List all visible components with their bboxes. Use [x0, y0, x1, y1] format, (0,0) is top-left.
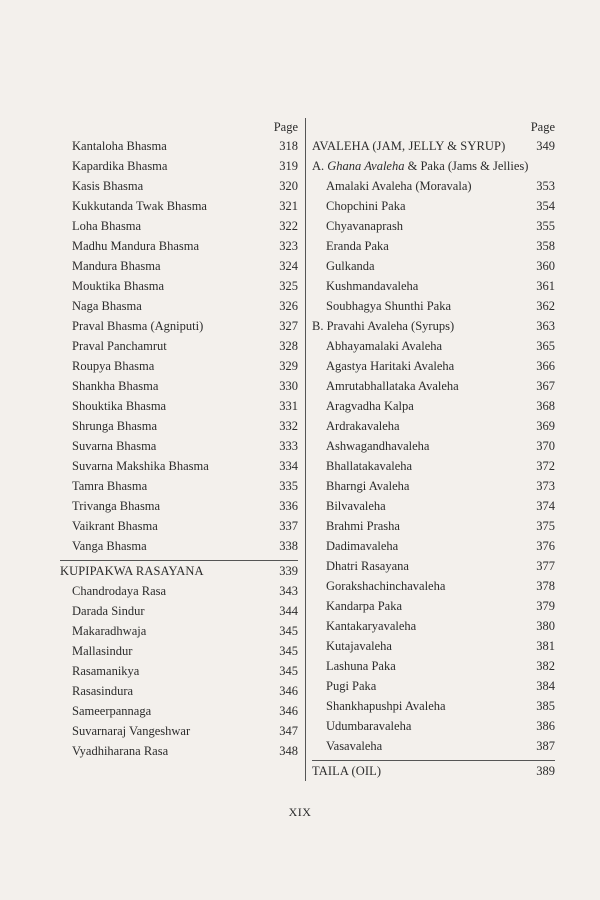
- toc-entry-title: Tamra Bhasma: [72, 479, 148, 493]
- toc-entry-title: Makaradhwaja: [72, 624, 147, 638]
- toc-entry-title: Amrutabhallataka Avaleha: [326, 379, 459, 393]
- toc-entry-title: Pugi Paka: [326, 679, 377, 693]
- toc-entry: [60, 436, 298, 456]
- toc-entry-page-number: 329: [279, 359, 298, 373]
- toc-entry-page-number: 346: [279, 704, 298, 718]
- toc-entry-page-number: 368: [536, 399, 555, 413]
- toc-entry-title: Gulkanda: [326, 259, 375, 273]
- toc-left-column: [60, 118, 298, 761]
- toc-entry: [60, 581, 298, 601]
- toc-entry-title: A. Ghana Avaleha & Paka (Jams & Jellies): [312, 159, 529, 173]
- toc-entry-page-number: 345: [279, 624, 298, 638]
- toc-entry: [60, 356, 298, 376]
- toc-entry-title: Abhayamalaki Avaleha: [326, 339, 443, 353]
- toc-entry-page-number: 358: [536, 239, 555, 253]
- toc-entry-page-number: 369: [536, 419, 555, 433]
- toc-entry-title: KUPIPAKWA RASAYANA: [60, 564, 204, 578]
- toc-entry: [312, 676, 555, 696]
- toc-entry: [60, 136, 298, 156]
- toc-entry-title: Suvarnaraj Vangeshwar: [72, 724, 191, 738]
- toc-entry: [60, 476, 298, 496]
- toc-entry: [60, 156, 298, 176]
- toc-entry-page-number: 336: [279, 499, 298, 513]
- toc-entry-title: Loha Bhasma: [72, 219, 142, 233]
- toc-entry-page-number: 327: [279, 319, 298, 333]
- toc-entry: [60, 721, 298, 741]
- toc-entry: [312, 616, 555, 636]
- toc-entry-title: Soubhagya Shunthi Paka: [326, 299, 451, 313]
- toc-entry-title: Agastya Haritaki Avaleha: [326, 359, 455, 373]
- toc-right-list: [312, 136, 555, 781]
- toc-entry: [60, 621, 298, 641]
- toc-entry-title: Ashwagandhavaleha: [326, 439, 430, 453]
- toc-entry-title: Shrunga Bhasma: [72, 419, 158, 433]
- page-column-header: Page: [530, 120, 555, 134]
- toc-entry-title: Amalaki Avaleha (Moravala): [326, 179, 472, 193]
- toc-entry-title: Kasis Bhasma: [72, 179, 144, 193]
- toc-entry-page-number: 338: [279, 539, 298, 553]
- toc-subsection-heading: [312, 316, 555, 336]
- toc-entry-title: Chandrodaya Rasa: [72, 584, 167, 598]
- toc-entry-page-number: 387: [536, 739, 555, 753]
- toc-entry-title: Vaikrant Bhasma: [72, 519, 158, 533]
- toc-entry: [60, 701, 298, 721]
- toc-entry: [312, 596, 555, 616]
- toc-entry: [312, 496, 555, 516]
- toc-entry-title: Mandura Bhasma: [72, 259, 161, 273]
- toc-entry-page-number: 353: [536, 179, 555, 193]
- toc-entry-title: Suvarna Bhasma: [72, 439, 157, 453]
- toc-entry: [60, 296, 298, 316]
- toc-entry-page-number: 325: [279, 279, 298, 293]
- toc-entry-page-number: 384: [536, 679, 555, 693]
- toc-entry-title: Kutajavaleha: [326, 639, 392, 653]
- toc-entry: [312, 716, 555, 736]
- toc-entry-title: Gorakshachinchavaleha: [326, 579, 446, 593]
- toc-entry-title: Aragvadha Kalpa: [326, 399, 414, 413]
- toc-entry-title: Kantaloha Bhasma: [72, 139, 167, 153]
- toc-entry-page-number: 328: [279, 339, 298, 353]
- toc-entry-page-number: 344: [279, 604, 298, 618]
- toc-entry-title: Vyadhiharana Rasa: [72, 744, 169, 758]
- toc-entry: [60, 336, 298, 356]
- toc-entry: [60, 376, 298, 396]
- toc-entry-page-number: 330: [279, 379, 298, 393]
- toc-entry-title: Mouktika Bhasma: [72, 279, 165, 293]
- toc-entry-page-number: 377: [536, 559, 555, 573]
- toc-entry-page-number: 339: [279, 564, 298, 578]
- toc-entry-page-number: 354: [536, 199, 555, 213]
- toc-entry-page-number: 367: [536, 379, 555, 393]
- toc-entry: [60, 236, 298, 256]
- toc-entry: [60, 681, 298, 701]
- toc-entry-page-number: 389: [536, 764, 555, 778]
- toc-entry-page-number: 355: [536, 219, 555, 233]
- toc-entry-page-number: 346: [279, 684, 298, 698]
- toc-entry: [60, 256, 298, 276]
- toc-entry-page-number: 320: [279, 179, 298, 193]
- toc-entry-page-number: 361: [536, 279, 555, 293]
- toc-entry: [60, 196, 298, 216]
- toc-entry-page-number: 335: [279, 479, 298, 493]
- toc-entry-title: Brahmi Prasha: [326, 519, 400, 533]
- toc-entry-title: Trivanga Bhasma: [72, 499, 161, 513]
- toc-entry-title: Shouktika Bhasma: [72, 399, 167, 413]
- toc-entry-page-number: 347: [279, 724, 298, 738]
- toc-section-heading: [60, 560, 298, 581]
- toc-entry-title: Madhu Mandura Bhasma: [72, 239, 200, 253]
- toc-entry-title: Shankhapushpi Avaleha: [326, 699, 446, 713]
- toc-entry: [312, 236, 555, 256]
- toc-entry-title: Praval Bhasma (Agniputi): [72, 319, 204, 333]
- toc-entry-page-number: 333: [279, 439, 298, 453]
- toc-entry-page-number: 334: [279, 459, 298, 473]
- toc-entry-title: Kushmandavaleha: [326, 279, 419, 293]
- toc-entry-page-number: 365: [536, 339, 555, 353]
- toc-entry-page-number: 381: [536, 639, 555, 653]
- toc-entry: [312, 476, 555, 496]
- toc-entry-title: Eranda Paka: [326, 239, 389, 253]
- toc-entry: [312, 636, 555, 656]
- toc-entry-title: Chyavanaprash: [326, 219, 404, 233]
- toc-entry-title: Naga Bhasma: [72, 299, 142, 313]
- toc-entry-title: Roupya Bhasma: [72, 359, 155, 373]
- toc-entry-title: Bharngi Avaleha: [326, 479, 410, 493]
- toc-entry-page-number: 378: [536, 579, 555, 593]
- toc-entry: [312, 656, 555, 676]
- toc-entry-title: AVALEHA (JAM, JELLY & SYRUP): [312, 139, 506, 153]
- toc-entry-page-number: 360: [536, 259, 555, 273]
- toc-entry: [312, 696, 555, 716]
- toc-entry-title: Chopchini Paka: [326, 199, 406, 213]
- toc-entry: [312, 576, 555, 596]
- toc-section-heading: [312, 760, 555, 781]
- toc-entry-page-number: 324: [279, 259, 298, 273]
- toc-entry-page-number: 318: [279, 139, 298, 153]
- toc-entry-page-number: 373: [536, 479, 555, 493]
- toc-entry: [60, 316, 298, 336]
- toc-entry-title: Lashuna Paka: [326, 659, 396, 673]
- toc-entry: [60, 516, 298, 536]
- toc-left-list: [60, 136, 298, 761]
- toc-entry: [312, 196, 555, 216]
- toc-entry: [312, 736, 555, 756]
- toc-entry-title: Vanga Bhasma: [72, 539, 147, 553]
- toc-entry: [60, 536, 298, 556]
- toc-entry-page-number: 386: [536, 719, 555, 733]
- toc-entry-title: Udumbaravaleha: [326, 719, 412, 733]
- toc-entry-page-number: 337: [279, 519, 298, 533]
- toc-entry: [312, 536, 555, 556]
- toc-entry: [60, 496, 298, 516]
- toc-entry: [312, 436, 555, 456]
- toc-entry: [312, 416, 555, 436]
- toc-entry: [60, 741, 298, 761]
- toc-entry-title: Bhallatakavaleha: [326, 459, 413, 473]
- toc-entry: [312, 336, 555, 356]
- toc-entry-page-number: 349: [536, 139, 555, 153]
- toc-entry-title: Sameerpannaga: [72, 704, 152, 718]
- toc-entry-title: TAILA (OIL): [312, 764, 382, 778]
- toc-entry-page-number: 323: [279, 239, 298, 253]
- toc-section-heading: [312, 136, 555, 156]
- toc-entry-page-number: 326: [279, 299, 298, 313]
- toc-entry: [312, 216, 555, 236]
- toc-entry-page-number: 382: [536, 659, 555, 673]
- toc-entry-title: Kantakaryavaleha: [326, 619, 417, 633]
- toc-entry: [60, 276, 298, 296]
- toc-entry-page-number: 370: [536, 439, 555, 453]
- toc-entry: [60, 416, 298, 436]
- toc-entry-page-number: 363: [536, 319, 555, 333]
- toc-entry: [312, 176, 555, 196]
- toc-entry: [60, 176, 298, 196]
- toc-entry-title: B. Pravahi Avaleha (Syrups): [312, 319, 455, 333]
- toc-entry: [312, 296, 555, 316]
- toc-entry-page-number: 348: [279, 744, 298, 758]
- toc-entry: [312, 456, 555, 476]
- toc-entry: [312, 376, 555, 396]
- toc-entry-page-number: 366: [536, 359, 555, 373]
- toc-entry: [60, 216, 298, 236]
- toc-entry-title: Kandarpa Paka: [326, 599, 403, 613]
- toc-entry-page-number: 332: [279, 419, 298, 433]
- toc-entry-title: Ardrakavaleha: [326, 419, 400, 433]
- toc-entry-title: Suvarna Makshika Bhasma: [72, 459, 209, 473]
- toc-entry-page-number: 362: [536, 299, 555, 313]
- toc-subsection-heading: [312, 156, 555, 176]
- toc-entry: [60, 661, 298, 681]
- toc-entry-page-number: 331: [279, 399, 298, 413]
- toc-entry: [312, 256, 555, 276]
- toc-entry-title: Darada Sindur: [72, 604, 145, 618]
- toc-entry-page-number: 375: [536, 519, 555, 533]
- toc-entry: [312, 276, 555, 296]
- toc-entry-page-number: 345: [279, 664, 298, 678]
- toc-entry-page-number: 319: [279, 159, 298, 173]
- toc-entry: [60, 601, 298, 621]
- toc-entry-page-number: 345: [279, 644, 298, 658]
- toc-entry-title: Bilvavaleha: [326, 499, 386, 513]
- toc-entry-title: Praval Panchamrut: [72, 339, 167, 353]
- toc-entry-page-number: 374: [536, 499, 555, 513]
- toc-entry-page-number: 376: [536, 539, 555, 553]
- toc-entry-title: Kukkutanda Twak Bhasma: [72, 199, 207, 213]
- toc-entry: [60, 641, 298, 661]
- toc-entry: [60, 396, 298, 416]
- toc-entry-page-number: 380: [536, 619, 555, 633]
- toc-entry: [312, 396, 555, 416]
- toc-entry-title: Vasavaleha: [326, 739, 383, 753]
- toc-entry: [60, 456, 298, 476]
- toc-entry-page-number: 321: [279, 199, 298, 213]
- toc-entry: [312, 516, 555, 536]
- page-column-header: Page: [273, 120, 298, 134]
- toc-entry-page-number: 343: [279, 584, 298, 598]
- toc-entry-title: Kapardika Bhasma: [72, 159, 168, 173]
- toc-entry-title: Mallasindur: [72, 644, 133, 658]
- toc-entry: [312, 356, 555, 376]
- toc-entry-page-number: 322: [279, 219, 298, 233]
- toc-entry-title: Rasamanikya: [72, 664, 140, 678]
- toc-entry: [312, 556, 555, 576]
- toc-right-column: [305, 118, 555, 781]
- page-folio: XIX: [288, 805, 312, 819]
- toc-entry-page-number: 372: [536, 459, 555, 473]
- toc-entry-title: Shankha Bhasma: [72, 379, 159, 393]
- toc-entry-page-number: 385: [536, 699, 555, 713]
- toc-entry-title: Dadimavaleha: [326, 539, 399, 553]
- toc-entry-title: Dhatri Rasayana: [326, 559, 409, 573]
- toc-entry-title: Rasasindura: [72, 684, 134, 698]
- toc-entry-page-number: 379: [536, 599, 555, 613]
